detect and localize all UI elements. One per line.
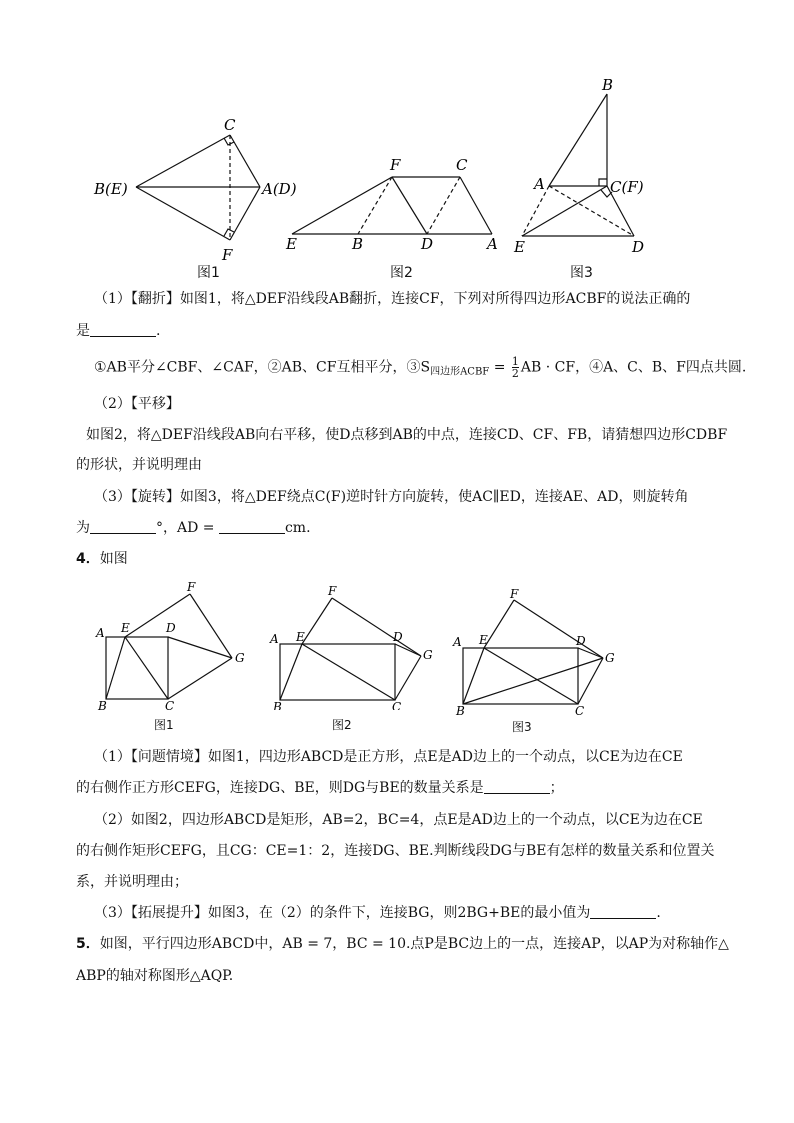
label-G: G <box>423 648 433 662</box>
segment-DG <box>395 644 421 656</box>
label-B: B <box>273 700 282 710</box>
segment-EC <box>125 637 168 699</box>
fraction-numerator: 1 <box>511 355 519 368</box>
right-angle-C <box>599 179 607 186</box>
label-G: G <box>605 651 615 665</box>
q4-part1-answer-blank[interactable] <box>484 779 550 794</box>
q3-part2-line2: 的形状，并说明理由 <box>76 457 202 473</box>
segment-EF <box>125 594 190 637</box>
label-F: F <box>222 246 233 264</box>
label-A: A <box>96 626 105 640</box>
label-D: D <box>632 238 645 256</box>
q3-part3-prefix: 为 <box>76 520 90 536</box>
label-F: F <box>328 584 337 598</box>
q4-part1-prefix: 的右侧作正方形CEFG，连接DG、BE，则DG与BE的数量关系是 <box>76 780 484 796</box>
q4-header <box>76 549 128 569</box>
segment-FG <box>190 594 232 658</box>
q3-part1-options <box>94 356 746 383</box>
q3-options-sub: 四边形ACBF <box>430 366 490 378</box>
label-A: A <box>270 632 279 646</box>
segment-FD <box>392 177 427 234</box>
q4-part3-answer-blank[interactable] <box>590 904 656 919</box>
q3-part1-line1: （1）【翻折】如图1，将△DEF沿线段AB翻折，连接CF，下列对所得四边形ACBF的说法正确的 <box>94 291 691 307</box>
label-A: A <box>534 175 545 193</box>
fraction-denominator: 2 <box>511 367 519 380</box>
label-C: C <box>575 704 585 718</box>
label-B: B <box>352 235 364 253</box>
q3-options-eq: = <box>489 359 510 376</box>
q5-line1 <box>76 934 729 954</box>
segment-BF <box>136 187 230 240</box>
label-E: E <box>296 630 305 644</box>
q5-text-line1: 如图，平行四边形ABCD中，AB = 7，BC = 10.点P是BC边上的一点，连接AP，以AP为对称轴作△ <box>99 936 729 952</box>
segment-GC <box>395 656 421 700</box>
label-B: B <box>98 699 107 710</box>
q3-part1-answer-blank[interactable] <box>90 322 156 337</box>
q4-part2-line2: 的右侧作矩形CEFG，且CG：CE=1：2，连接DG、BE.判断线段DG与BE有怎样的数量关系和位置关 <box>76 843 715 859</box>
q4-part3-line1 <box>94 903 661 923</box>
label-AD: A(D) <box>262 180 297 198</box>
segment-EB <box>280 644 302 700</box>
q3-part3-unit: cm. <box>284 520 311 536</box>
label-A: A <box>453 635 462 649</box>
label-F: F <box>390 156 401 174</box>
q4-caption-fig1: 图1 <box>154 718 174 732</box>
q4-part2-line1: （2）如图2，四边形ABCD是矩形，AB=2，BC=4，点E是AD边上的一个动点，以CE为边在CE <box>94 812 703 828</box>
q3-part2-line1: 如图2，将△DEF沿线段AB向右平移，使D点移到AB的中点，连接CD、CF、FB，请猜想四边形CDBF <box>86 427 728 443</box>
q4-part1-suffix: ； <box>549 780 564 796</box>
label-B: B <box>602 76 614 94</box>
label-D: D <box>393 630 403 644</box>
rectangle-ABCD <box>280 644 395 700</box>
caption-fig3: 图3 <box>570 265 593 281</box>
label-C: C <box>456 156 468 174</box>
q3-part3-line2 <box>76 518 311 538</box>
label-E: E <box>479 633 488 647</box>
label-C: C <box>224 116 236 134</box>
segment-EB <box>106 637 125 699</box>
segment-CE <box>522 186 607 236</box>
q4-title: 如图 <box>99 551 128 567</box>
label-E: E <box>514 238 525 256</box>
label-G: G <box>235 651 245 665</box>
q3-options-b: AB · CF，④A、C、B、F四点共圆. <box>520 359 747 376</box>
q5-line2: ABP的轴对称图形△AQP. <box>76 968 234 984</box>
segment-FG <box>332 598 421 656</box>
segment-GC <box>168 658 232 699</box>
q4-part1-line1: （1）【问题情境】如图1，四边形ABCD是正方形，点E是AD边上的一个动点，以CE为边在CE <box>94 749 683 765</box>
label-E: E <box>286 235 297 253</box>
label-BE: B(E) <box>94 180 128 198</box>
q3-part1-suffix: . <box>156 323 161 339</box>
segment-FB-dashed <box>358 177 392 234</box>
segment-DG <box>168 637 232 658</box>
q3-angle-answer-blank[interactable] <box>90 519 156 534</box>
segment-EF <box>484 600 514 648</box>
q3-part1-line2 <box>76 321 160 341</box>
label-D: D <box>166 621 176 635</box>
q4-part3-suffix: . <box>656 905 661 921</box>
q3-part2-title: （2）【平移】 <box>94 396 180 412</box>
q4-figure-2-rectangle <box>268 580 448 710</box>
q4-caption-fig2: 图2 <box>332 718 352 732</box>
figure-2-translate <box>282 150 512 260</box>
label-D: D <box>576 634 586 648</box>
q3-part3-line1: （3）【旋转】如图3，将△DEF绕点C(F)逆时针方向旋转，使AC∥ED，连接AE、AD，则旋转角 <box>94 489 689 505</box>
q4-caption-fig3: 图3 <box>512 720 532 734</box>
segment-AB <box>549 94 607 186</box>
q3-part3-mid: °，AD = <box>156 520 215 536</box>
q4-part3-text: （3）【拓展提升】如图3，在（2）的条件下，连接BG，则2BG+BE的最小值为 <box>94 905 591 921</box>
segment-EC <box>484 648 578 704</box>
segment-FG <box>514 600 603 658</box>
caption-fig1: 图1 <box>197 265 220 281</box>
segment-BC <box>136 135 230 187</box>
label-C: C <box>392 700 402 710</box>
label-F: F <box>510 587 519 601</box>
label-D: D <box>421 235 434 253</box>
figure-3-rotate <box>506 76 666 256</box>
segment-EF <box>302 598 332 644</box>
label-F: F <box>187 580 196 594</box>
fraction-one-half <box>512 356 519 379</box>
q4-part2-line3: 系，并说明理由； <box>76 874 188 890</box>
segment-EB <box>463 648 484 704</box>
label-C: C <box>165 699 175 710</box>
segment-EC <box>302 644 395 700</box>
q5-number: 5． <box>76 936 100 952</box>
caption-fig2: 图2 <box>390 265 413 281</box>
q4-figure-3-rectangle <box>450 580 630 720</box>
q3-part1-prefix: 是 <box>76 323 90 339</box>
q4-number: 4． <box>76 551 100 567</box>
label-E: E <box>121 621 130 635</box>
segment-CD-dashed <box>427 177 460 234</box>
label-A: A <box>487 235 498 253</box>
label-B: B <box>456 704 465 718</box>
segment-EF <box>292 177 392 234</box>
label-CF: C(F) <box>610 178 644 196</box>
segment-CA <box>460 177 492 234</box>
q3-ad-answer-blank[interactable] <box>219 519 285 534</box>
figure-1-fold <box>90 110 310 270</box>
q4-figure-1-square <box>92 580 262 710</box>
q3-options-a: ①AB平分∠CBF、∠CAF，②AB、CF互相平分，③S <box>94 359 431 376</box>
segment-CA <box>230 135 260 187</box>
q4-part1-line2 <box>76 778 564 798</box>
segment-FA <box>230 187 260 240</box>
